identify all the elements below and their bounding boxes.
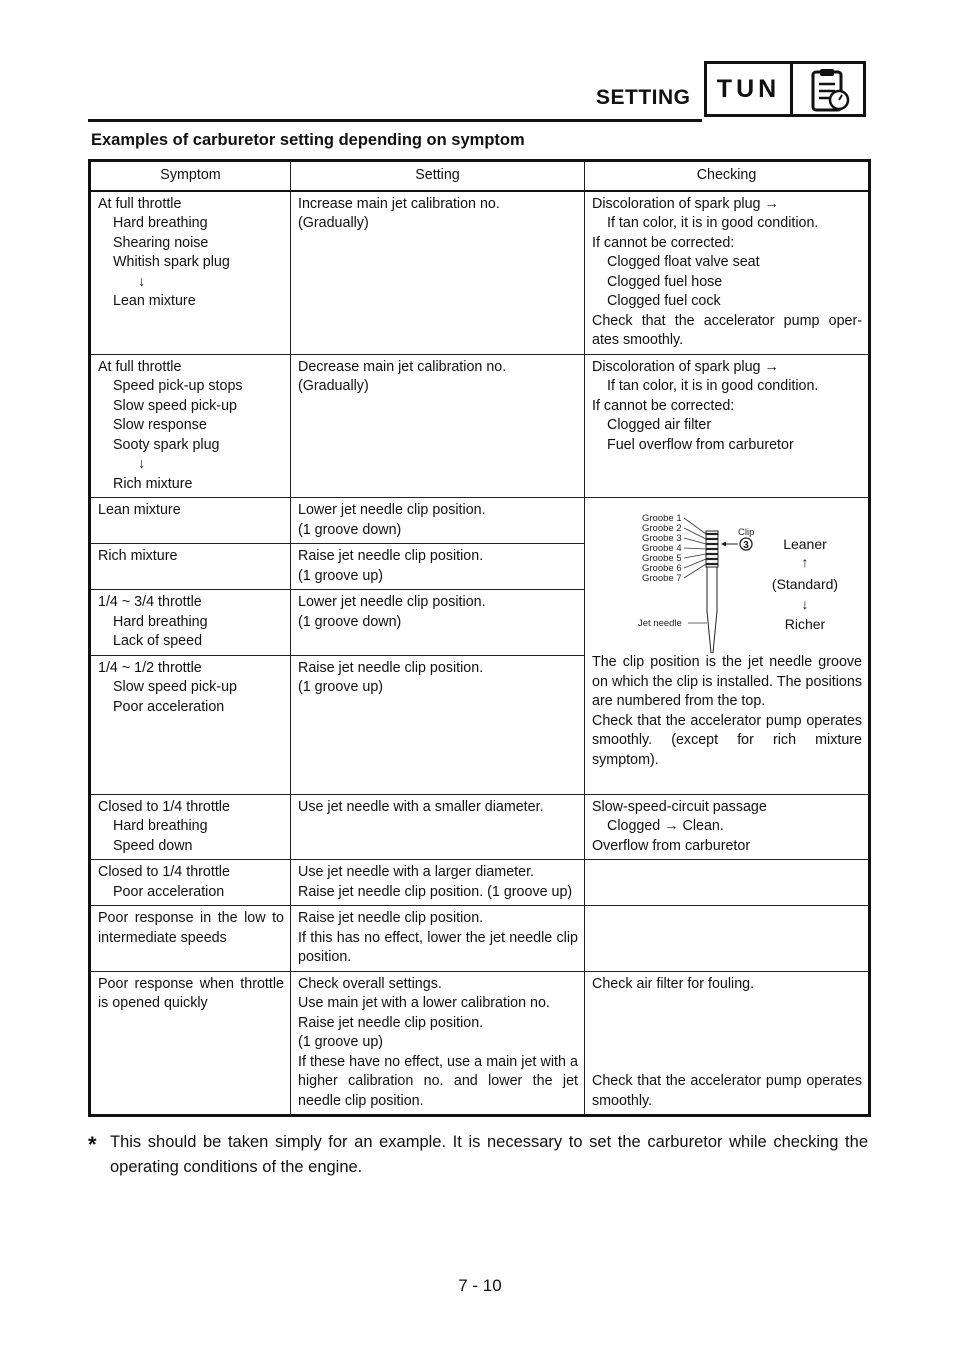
up-arrow-icon: ↑ [801,554,809,570]
section-tab [704,61,866,117]
clip-note: The clip position is the jet needle groove on which the clip is installed. The positions are numbered from the top. [592,654,862,709]
clipboard-stopwatch-icon [805,68,855,119]
section-code: TUN [707,64,793,114]
table-row [90,354,870,498]
clip-number: 3 [743,540,749,551]
symptom-cell: 1/4 ~ 3/4 throttle Hard breathing Lack of speed [90,590,291,656]
standard-label: (Standard) [771,576,839,592]
section-heading: Examples of carburetor setting depending on symptom [91,131,525,149]
table-row [90,498,870,544]
table-header-row [90,161,870,191]
setting-cell: Use jet needle with a larger diameter. Raise jet needle clip position. (1 groove up) [291,860,585,906]
clip-label: Clip [738,527,755,538]
checking-cell [585,906,870,972]
checking-cell: Slow-speed-circuit passage Clogged → Clean. Overflow from carburetor [585,794,870,860]
groove-label: Groobe 3 [642,533,682,544]
checking-cell [585,860,870,906]
groove-label: Groobe 7 [642,573,682,584]
carburetor-setting-table [88,159,871,1117]
setting-cell: Decrease main jet calibration no. (Gradually) [291,354,585,498]
symptom-cell: Closed to 1/4 throttle Hard breathing Speed down [90,794,291,860]
groove-label: Groobe 5 [642,553,682,564]
page-title: SETTING [596,86,691,109]
down-arrow-icon: ↓ [801,596,809,612]
asterisk-icon: * [88,1132,97,1157]
down-arrow-icon: ↓ [138,456,146,472]
groove-label: Groobe 4 [642,543,682,554]
groove-label: Groobe 6 [642,563,682,574]
clip-note-2: Check that the accelerator pump operates smoothly. (except for rich mixture symptom). [592,712,862,768]
leaner-label: Leaner [783,536,827,552]
table-row [90,191,870,355]
symptom-cell: Lean mixture [90,498,291,544]
groove-label: Groobe 1 [642,513,682,524]
symptom-cell: Closed to 1/4 throttle Poor acceleration [90,860,291,906]
symptom-cell: 1/4 ~ 1/2 throttle Slow speed pick-up Poor acceleration [90,655,291,794]
setting-cell: Raise jet needle clip position. (1 groove up) [291,544,585,590]
setting-cell: Lower jet needle clip position. (1 groove down) [291,590,585,656]
needle-label: Jet needle [638,618,682,629]
setting-cell: Check overall settings. Use main jet with a lower calibration no. Raise jet needle clip position. (1 groove up) If these have no effect, use a main jet with a higher calibration no. and lower the jet needle clip position. [291,971,585,1116]
table-row [90,906,870,972]
setting-cell: Lower jet needle clip position. (1 groove down) [291,498,585,544]
symptom-cell: At full throttle Speed pick-up stops Slow speed pick-up Slow response Sooty spark plug ↓ Rich mixture [90,354,291,498]
footnote-text: This should be taken simply for an example. It is necessary to set the carburetor while checking the operating conditions of the engine. [110,1133,868,1176]
table-row [90,860,870,906]
checking-cell: Discoloration of spark plug → If tan color, it is in good condition. If cannot be corrected: Clogged air filter Fuel overflow from carburetor [585,354,870,498]
column-header-checking: Checking [585,161,870,191]
table-row [90,971,870,1116]
groove-label: Groobe 2 [642,523,682,534]
column-header-setting: Setting [291,161,585,191]
symptom-cell: Rich mixture [90,544,291,590]
checking-cell: Discoloration of spark plug → If tan color, it is in good condition. If cannot be corrected: Clogged float valve seat Clogged fuel hose Clogged fuel cock Check that the accelerator pump oper- ates smoothly. [585,191,870,355]
jet-needle-diagram [592,503,862,653]
symptom-cell: Poor response when throttle is opened quickly [90,971,291,1116]
footnote [88,1130,868,1180]
setting-cell: Increase main jet calibration no. (Gradually) [291,191,585,355]
down-arrow-icon: ↓ [138,273,146,290]
checking-cell: Check air filter for fouling. Check that the accelerator pump operates smoothly. [585,971,870,1116]
setting-cell: Use jet needle with a smaller diameter. [291,794,585,860]
symptom-cell: At full throttle Hard breathing Shearing noise Whitish spark plug ↓ Lean mixture [90,191,291,355]
clip-diagram-cell [585,498,870,795]
table-row [90,794,870,860]
richer-label: Richer [784,616,826,632]
symptom-cell: Poor response in the low to intermediate speeds [90,906,291,972]
header-rule [88,119,702,122]
setting-cell: Raise jet needle clip position. (1 groove up) [291,655,585,794]
column-header-symptom: Symptom [90,161,291,191]
setting-cell: Raise jet needle clip position. If this has no effect, lower the jet needle clip position. [291,906,585,972]
page-number: 7 - 10 [458,1276,502,1295]
